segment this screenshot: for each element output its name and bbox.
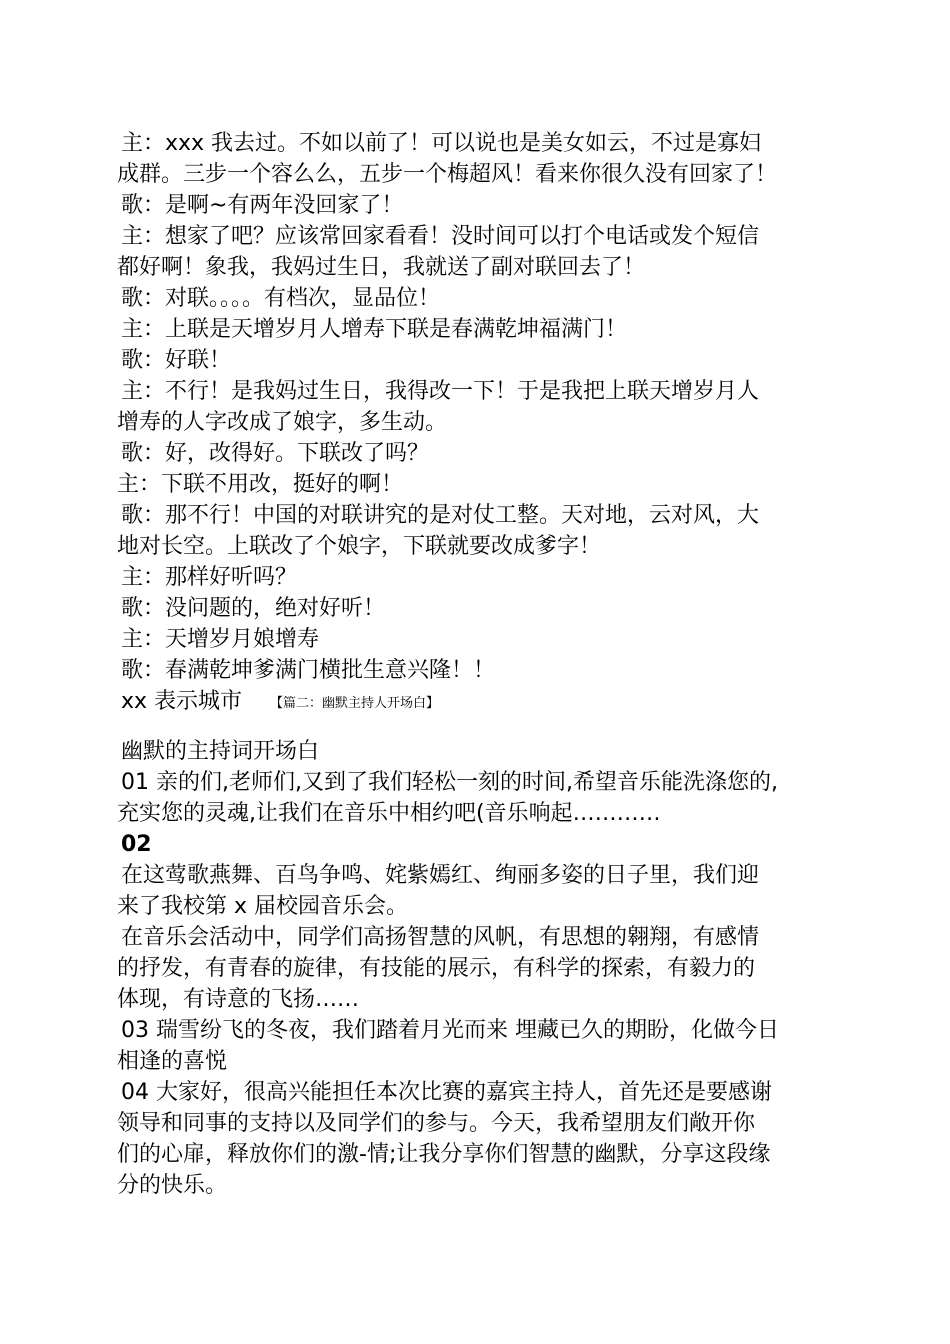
text-line: 充实您的灵魂,让我们在音乐中相约吧(音乐响起………… — [117, 801, 661, 826]
opening-remarks-section — [117, 736, 837, 1201]
text-line: 歌：好，改得好。下联改了吗？ — [121, 441, 430, 466]
text-line: 们的心扉，释放你们的激-情;让我分享你们智慧的幽默，分享这段缘 — [117, 1142, 771, 1167]
text-line: 领导和同事的支持以及同学们的参与。今天，我希望朋友们敞开你 — [117, 1111, 756, 1136]
text-line: 都好啊！象我，我妈过生日，我就送了副对联回去了！ — [117, 255, 646, 280]
text-line: 歌：对联。。。。有档次，显品位！ — [121, 286, 441, 311]
text-line: 03 瑞雪纷飞的冬夜，我们踏着月光而来 埋藏已久的期盼，化做今日 — [121, 1018, 779, 1043]
text-line: 在这莺歌燕舞、百鸟争鸣、姹紫嫣红、绚丽多姿的日子里，我们迎 — [121, 863, 760, 888]
text-line: xx 表示城市 — [121, 689, 243, 714]
text-line: 主：xxx 我去过。不如以前了！可以说也是美女如云，不过是寡妇 — [121, 131, 762, 156]
text-line: 主：天增岁月娘增寿 — [121, 627, 320, 652]
text-line: 主：想家了吧？应该常回家看看！没时间可以打个电话或发个短信 — [121, 224, 760, 249]
text-line: 增寿的人字改成了娘字，多生动。 — [117, 410, 448, 435]
text-line: 体现，有诗意的飞扬…… — [117, 987, 360, 1012]
text-line: 相逢的喜悦 — [117, 1049, 228, 1074]
text-line: 04 大家好，很高兴能担任本次比赛的嘉宾主持人，首先还是要感谢 — [121, 1080, 772, 1105]
section-heading: 【篇二：幽默主持人开场白】 — [270, 696, 440, 711]
text-line: 歌：没问题的，绝对好听！ — [121, 596, 386, 621]
text-line: 地对长空。上联改了个娘字，下联就要改成爹字！ — [117, 534, 602, 559]
dialogue-section — [117, 128, 837, 717]
text-line: 分的快乐。 — [117, 1173, 228, 1198]
text-line: 02 — [121, 832, 152, 857]
text-line: 主：上联是天增岁月人增寿下联是春满乾坤福满门！ — [121, 317, 628, 342]
text-line: 歌：那不行！中国的对联讲究的是对仗工整。天对地，云对风，大 — [121, 503, 760, 528]
section-title: 幽默的主持词开场白 — [121, 739, 320, 764]
text-line: 主：不行！是我妈过生日，我得改一下！于是我把上联天增岁月人 — [121, 379, 760, 404]
text-line: 歌：是啊~有两年没回家了！ — [121, 193, 404, 218]
text-line: 主：那样好听吗？ — [121, 565, 298, 590]
text-line: 在音乐会活动中，同学们高扬智慧的风帆，有思想的翱翔，有感情 — [121, 925, 760, 950]
text-line: 歌：春满乾坤爹满门横批生意兴隆！！ — [121, 658, 496, 683]
text-line: 来了我校第 x 届校园音乐会。 — [117, 894, 409, 919]
text-line: 歌：好联！ — [121, 348, 232, 373]
text-line: 主：下联不用改，挺好的啊！ — [117, 472, 404, 497]
text-line: 01 亲的们,老师们,又到了我们轻松一刻的时间,希望音乐能洗涤您的, — [121, 770, 778, 795]
text-line: 的抒发，有青春的旋律，有技能的展示，有科学的探索，有毅力的 — [117, 956, 756, 981]
text-line: 成群。三步一个容么么，五步一个梅超风！看来你很久没有回家了！ — [117, 162, 778, 187]
